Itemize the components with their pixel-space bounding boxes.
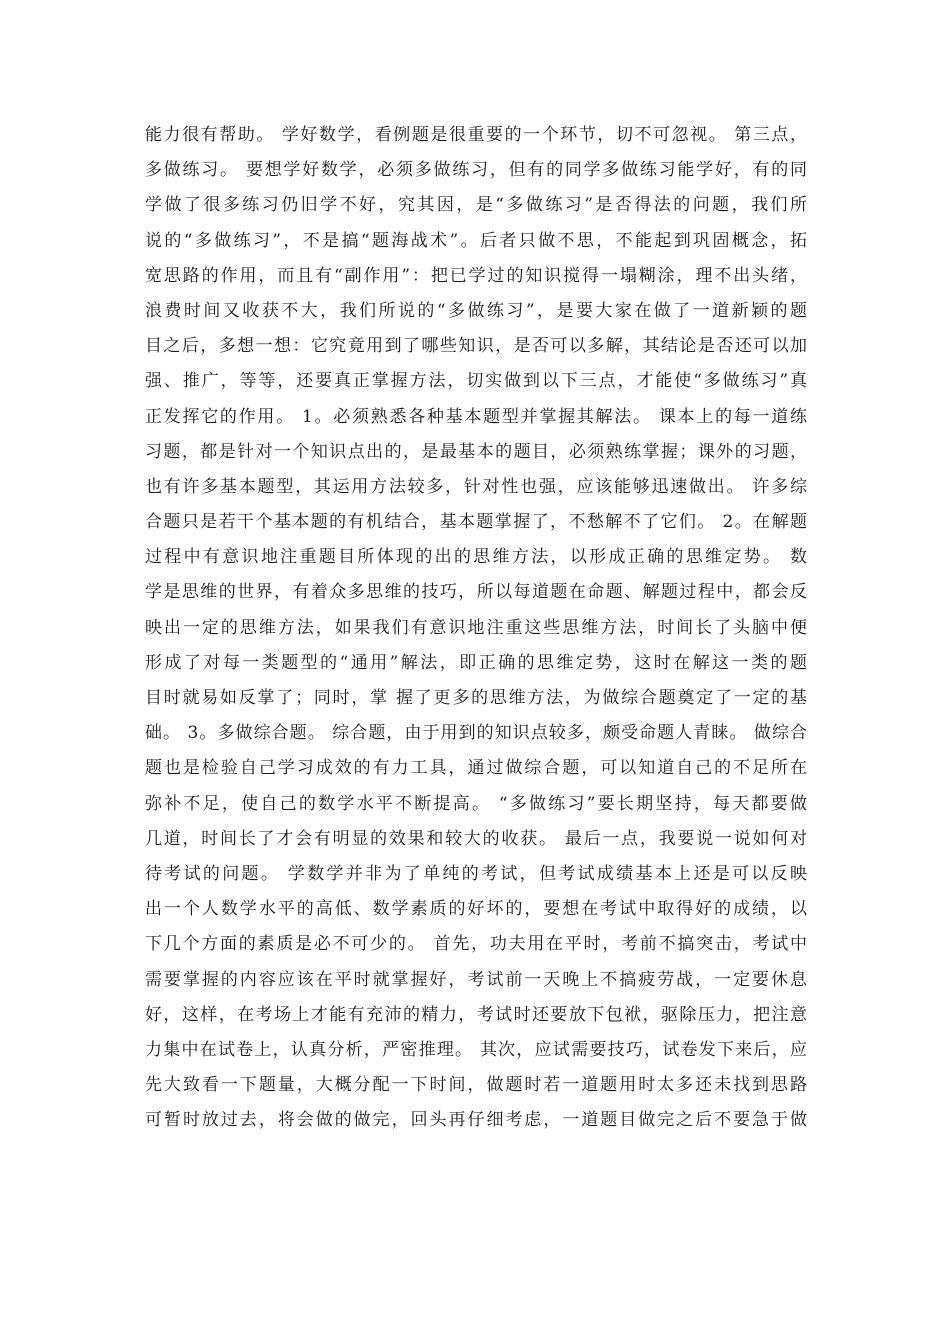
text-line: 习题，都是针对一个知识点出的，是最基本的题目，必须熟练掌握；课外的习题， bbox=[145, 441, 807, 462]
text-line: 几道，时间长了才会有明显的效果和较大的收获。 最后一点，我要说一说如何对 bbox=[145, 828, 807, 849]
text-line: 也有许多基本题型，其运用方法较多，针对性也强，应该能够迅速做出。 许多综 bbox=[145, 476, 807, 497]
text-line: 力集中在试卷上，认真分析，严密推理。 其次，应试需要技巧，试卷发下来后，应 bbox=[145, 1039, 807, 1060]
text-line: 形成了对每一类题型的“通用”解法，即正确的思维定势，这时在解这一类的题 bbox=[145, 652, 807, 673]
text-line: 正发挥它的作用。 1。必须熟悉各种基本题型并掌握其解法。 课本上的每一道练 bbox=[145, 406, 807, 427]
text-line: 待考试的问题。 学数学并非为了单纯的考试，但考试成绩基本上还是可以反映 bbox=[145, 863, 807, 884]
text-line: 需要掌握的内容应该在平时就掌握好，考试前一天晚上不搞疲劳战，一定要休息 bbox=[145, 969, 807, 990]
text-line: 能力很有帮助。 学好数学，看例题是很重要的一个环节，切不可忽视。 第三点， bbox=[145, 125, 807, 145]
text-line: 可暂时放过去，将会做的做完，回头再仔细考虑，一道题目做完之后不要急于做 bbox=[145, 1110, 807, 1131]
text-line: 多做练习。 要想学好数学，必须多做练习，但有的同学多做练习能学好，有的同 bbox=[145, 160, 807, 181]
text-line: 强、推广，等等，还要真正掌握方法，切实做到以下三点，才能使“多做练习”真 bbox=[145, 371, 807, 392]
text-line: 先大致看一下题量，大概分配一下时间，做题时若一道题用时太多还未找到思路 bbox=[145, 1075, 807, 1096]
text-line: 学是思维的世界，有着众多思维的技巧，所以每道题在命题、解题过程中，都会反 bbox=[145, 582, 807, 603]
text-line: 学做了很多练习仍旧学不好，究其因，是“多做练习”是否得法的问题，我们所 bbox=[145, 195, 807, 216]
text-line: 下几个方面的素质是必不可少的。 首先，功夫用在平时，考前不搞突击，考试中 bbox=[145, 934, 807, 955]
text-line: 浪费时间又收获不大，我们所说的“多做练习”，是要大家在做了一道新颖的题 bbox=[145, 300, 807, 321]
text-line: 出一个人数学水平的高低、数学素质的好坏的，要想在考试中取得好的成绩，以 bbox=[145, 899, 807, 920]
text-line: 础。 3。多做综合题。 综合题，由于用到的知识点较多，颇受命题人青睐。 做综合 bbox=[145, 723, 807, 744]
text-line: 目之后，多想一想：它究竟用到了哪些知识，是否可以多解，其结论是否还可以加 bbox=[145, 336, 807, 357]
text-line: 目时就易如反掌了；同时，掌 握了更多的思维方法，为做综合题奠定了一定的基 bbox=[145, 688, 807, 708]
text-line: 题也是检验自己学习成效的有力工具，通过做综合题，可以知道自己的不足所在 bbox=[145, 758, 807, 779]
text-line: 宽思路的作用，而且有“副作用”：把已学过的知识搅得一塌糊涂，理不出头绪， bbox=[145, 265, 807, 286]
text-line: 说的“多做练习”，不是搞“题海战术”。后者只做不思，不能起到巩固概念，拓 bbox=[145, 230, 807, 251]
text-line: 合题只是若干个基本题的有机结合，基本题掌握了，不愁解不了它们。 2。在解题 bbox=[145, 512, 807, 533]
text-line: 好，这样，在考场上才能有充沛的精力，考试时还要放下包袱，驱除压力，把注意 bbox=[145, 1004, 807, 1025]
body-text bbox=[145, 118, 807, 1138]
text-line: 映出一定的思维方法，如果我们有意识地注重这些思维方法，时间长了头脑中便 bbox=[145, 617, 807, 638]
text-line: 过程中有意识地注重题目所体现的出的思维方法，以形成正确的思维定势。 数 bbox=[145, 547, 807, 568]
text-line: 弥补不足，使自己的数学水平不断提高。 “多做练习”要长期坚持，每天都要做 bbox=[145, 793, 807, 814]
